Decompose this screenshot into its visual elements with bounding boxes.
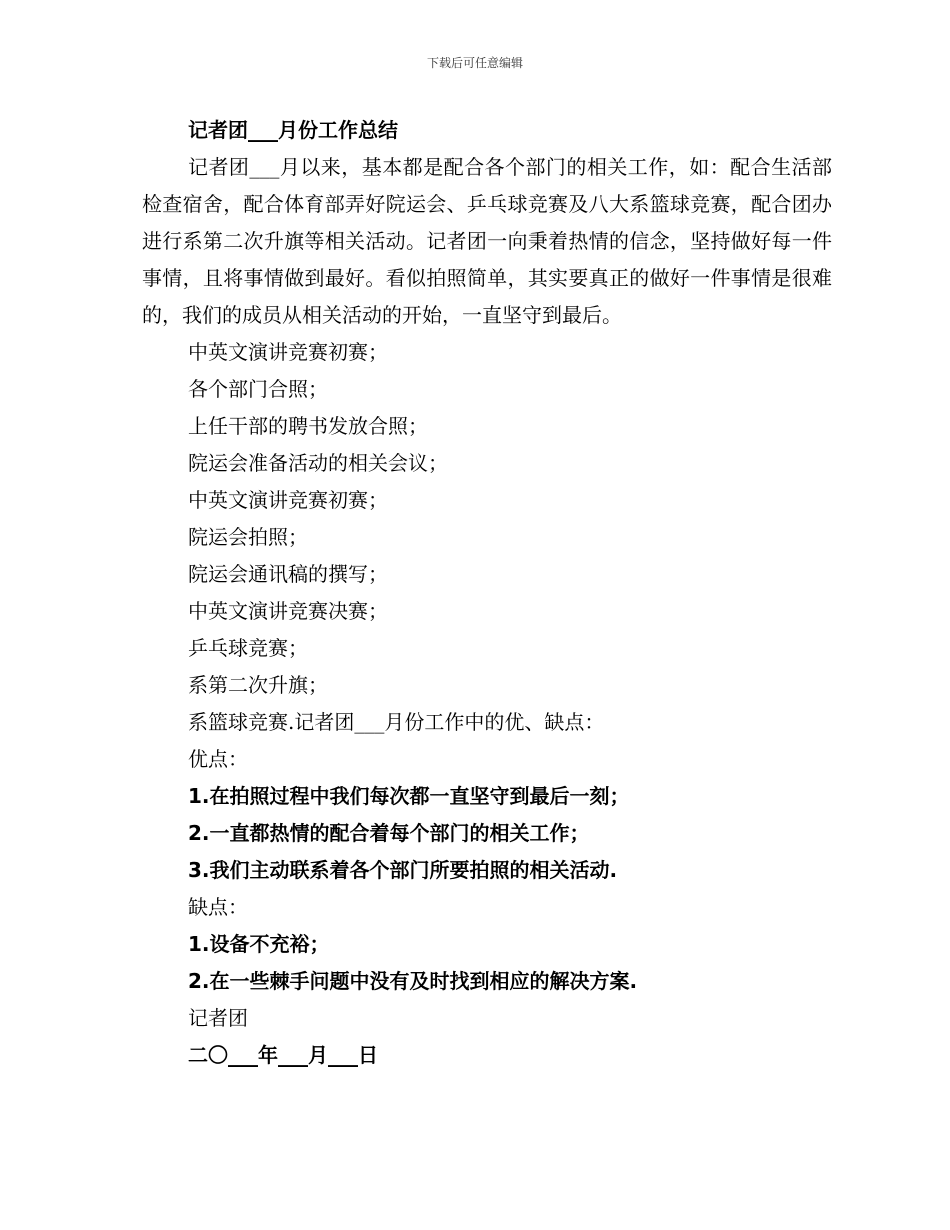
strength-item: 2.一直都热情的配合着每个部门的相关工作；: [188, 821, 590, 845]
activity-item: 各个部门合照；: [188, 377, 328, 401]
activity-item: 中英文演讲竞赛决赛；: [188, 599, 388, 623]
signature: 记者团: [188, 1006, 248, 1030]
activity-list: [142, 334, 842, 741]
activity-item: 系第二次升旗；: [188, 673, 328, 697]
document-date: 二〇___年___月___日: [188, 1043, 378, 1067]
document-title: 记者团___月份工作总结: [188, 118, 398, 142]
activity-item: 院运会准备活动的相关会议；: [188, 451, 448, 475]
activity-item: 乒乓球竞赛；: [188, 636, 308, 660]
intro-paragraph: 记者团___月以来，基本都是配合各个部门的相关工作，如：配合生活部检查宿舍，配合体育部弄好院运会、乒乓球竞赛及八大系篮球竞赛，配合团办进行系第二次升旗等相关活动。记者团一向秉着热情的信念，坚持做好每一件事情，且将事情做到最好。看似拍照简单，其实要真正的做好一件事情是很难的，我们的成员从相关活动的开始，一直坚守到最后。: [142, 155, 832, 327]
strengths-list: [142, 778, 842, 889]
activity-item: 中英文演讲竞赛初赛；: [188, 340, 388, 364]
weakness-item: 2.在一些棘手问题中没有及时找到相应的解决方案.: [188, 969, 638, 993]
activity-item: 系篮球竞赛.记者团___月份工作中的优、缺点：: [188, 710, 605, 734]
activity-item: 中英文演讲竞赛初赛；: [188, 488, 388, 512]
header-note: 下载后可任意编辑: [426, 56, 523, 70]
weaknesses-list: [142, 926, 842, 1000]
activity-item: 院运会拍照；: [188, 525, 308, 549]
strength-item: 1.在拍照过程中我们每次都一直坚守到最后一刻；: [188, 784, 630, 808]
activity-item: 院运会通讯稿的撰写；: [188, 562, 388, 586]
document-body: [142, 112, 842, 1074]
strengths-label: 优点：: [188, 747, 248, 771]
strength-item: 3.我们主动联系着各个部门所要拍照的相关活动.: [188, 858, 618, 882]
weaknesses-label: 缺点：: [188, 895, 248, 919]
weakness-item: 1.设备不充裕；: [188, 932, 330, 956]
activity-item: 上任干部的聘书发放合照；: [188, 414, 428, 438]
